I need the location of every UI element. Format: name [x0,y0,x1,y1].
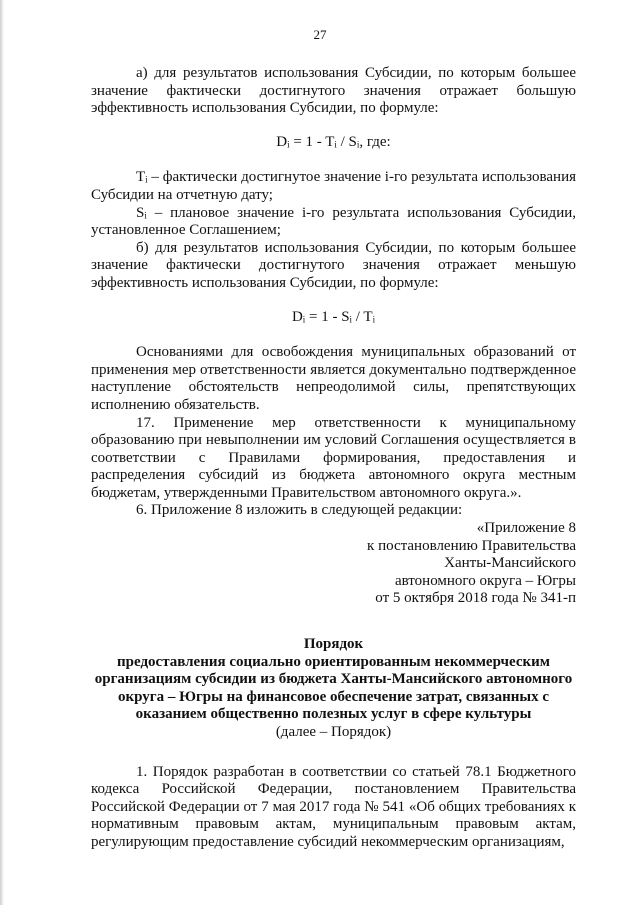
appendix-line: автономного округа – Югры [394,572,576,589]
definition-t: Tᵢ – фактически достигнутое значение i-го результата использования Субсидии на отчетную дату; [91,169,576,203]
page-number: 27 [313,27,327,42]
title-line: предоставления социально ориентированным некоммерческим [117,653,550,670]
document-body [91,65,576,852]
title-line: Порядок [303,636,364,653]
paragraph-1: 1. Порядок разработан в соответствии со статьей 78.1 Бюджетного кодекса Российской Федерации, постановлением Правительства Российской Федерации от 7 мая 2017 года № 541 «Об общих требованиях к нормативным правовым актам, муниципальным правовым актам, регулирующим предоставление субсидий некоммерческим организациям, [91,763,576,850]
paragraph-b: б) для результатов использования Субсидии, по которым большее значение фактически достигнутого значения отражает меньшую эффективность использования Субсидии, по формуле: [91,239,576,291]
paragraph-6: 6. Приложение 8 изложить в следующей редакции: [136,502,463,519]
title-line: округа – Югры на финансовое обеспечение затрат, связанных с [117,688,550,705]
appendix-line: «Приложение 8 [476,520,576,537]
formula-2: Dᵢ = 1 - Sᵢ / Tᵢ [291,308,376,325]
title-line: оказанием общественно полезных услуг в сфере культуры [135,706,532,723]
formula-1: Dᵢ = 1 - Tᵢ / Sᵢ, где: [276,133,391,150]
appendix-header [91,520,576,608]
scan-edge [0,0,4,905]
paragraph-a: а) для результатов использования Субсидии, по которым большее значение фактически достигнутого значения отражает большую эффективность использования Субсидии, по формуле: [91,65,576,117]
appendix-line: от 5 октября 2018 года № 341-п [375,590,576,607]
appendix-line: к постановлению Правительства [367,537,576,554]
paragraph-17: 17. Применение мер ответственности к муниципальному образованию при невыполнении им условий Соглашения осуществляется в соответствии с Правилами формирования, предоставления и распределения субсидий из бюджета автономного округа местным бюджетам, утвержденными Правительством автономного округа.». [91,414,576,501]
paragraph-basis: Основаниями для освобождения муниципальных образований от применения мер ответственности является документально подтвержденное наступление обстоятельств непреодолимой силы, препятствующих исполнению обязательств. [91,344,576,413]
title-line: организациям субсидии из бюджета Ханты-Мансийского автономного [94,671,573,688]
definition-s: Sᵢ – плановое значение i-го результата использования Субсидии, установленное Соглашением; [91,204,576,239]
title-subtitle: (далее – Порядок) [275,724,392,740]
appendix-line: Ханты-Мансийского [444,555,576,572]
document-title [91,636,576,742]
